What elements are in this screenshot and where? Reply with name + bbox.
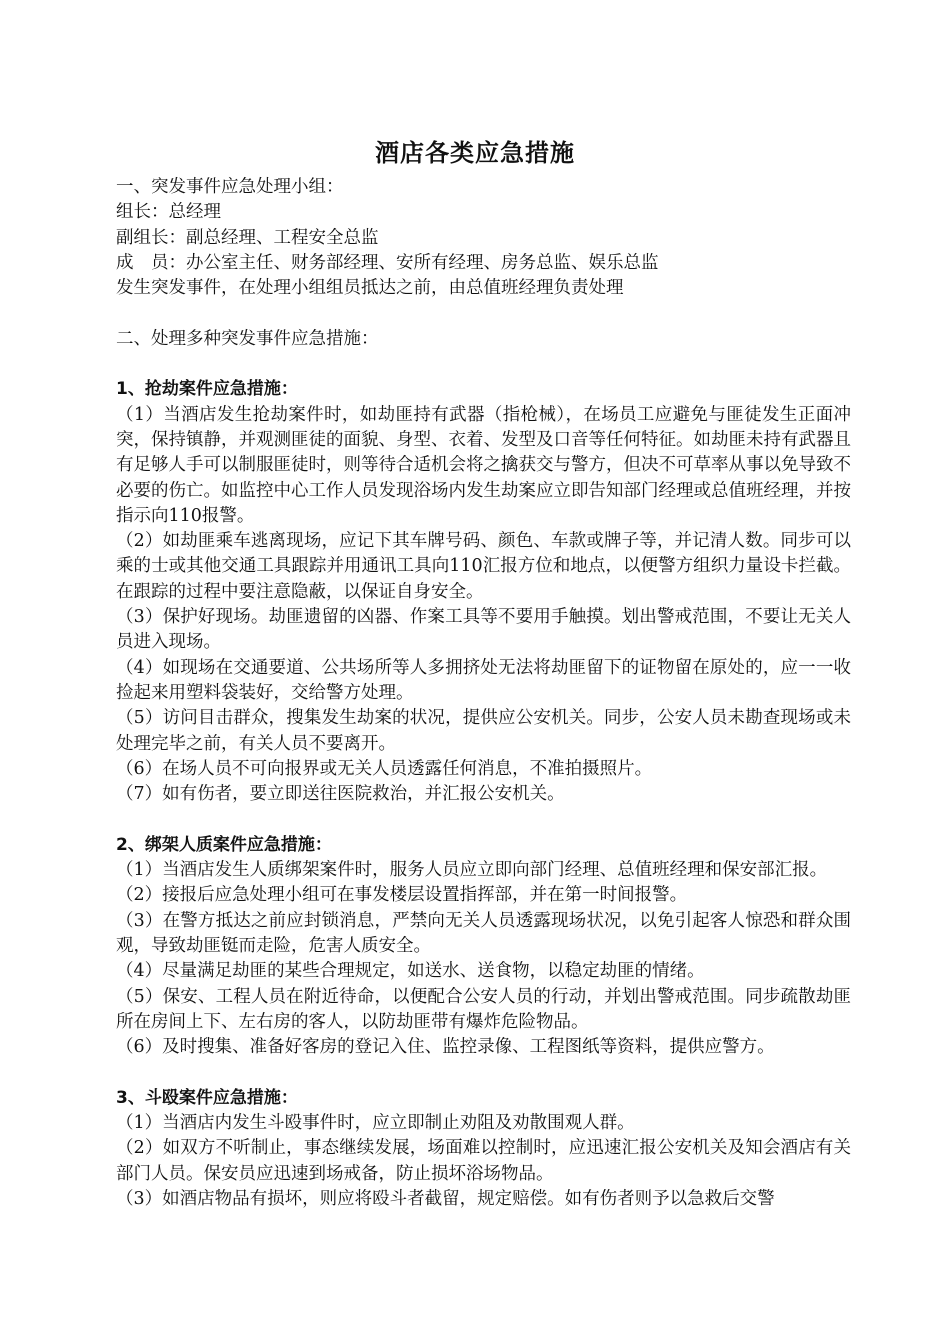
section-heading: 3、斗殴案件应急措施：	[116, 1087, 298, 1108]
spacer	[116, 352, 851, 377]
spacer	[116, 1060, 851, 1085]
section-heading: 2、绑架人质案件应急措施：	[116, 834, 332, 855]
part2-heading: 二、处理多种突发事件应急措施：	[116, 328, 379, 349]
section-item: （6）在场人员不可向报界或无关人员透露任何消息，不准拍摄照片。	[116, 758, 653, 779]
section-item: （1）当酒店发生人质绑架案件时，服务人员应立即向部门经理、总值班经理和保安部汇报。	[116, 860, 828, 881]
spacer	[116, 301, 851, 326]
section-item: （3）如酒店物品有损坏，则应将殴斗者截留，规定赔偿。如有伤者则予以急救后交警	[116, 1188, 775, 1209]
section-item: （2）如劫匪乘车逃离现场，应记下其车牌号码、颜色、车款或牌子等，并记清人数。同步可以乘的士或其他交通工具跟踪并用通讯工具向110汇报方位和地点，以便警方组织力量设卡拦截。在跟踪的过程中要注意隐蔽，以保证自身安全。	[116, 531, 851, 602]
section-item: （2）如双方不听制止，事态继续发展，场面难以控制时，应迅速汇报公安机关及知会酒店有关部门人员。保安员应迅速到场戒备，防止损坏浴场物品。	[116, 1138, 851, 1184]
section-item: （5）访问目击群众，搜集发生劫案的状况，提供应公安机关。同步，公安人员未勘查现场或未处理完毕之前，有关人员不要离开。	[116, 708, 851, 754]
section-item: （5）保安、工程人员在附近待命，以便配合公安人员的行动，并划出警戒范围。同步疏散劫匪所在房间上下、左右房的客人，以防劫匪带有爆炸危险物品。	[116, 986, 851, 1032]
section-item: （7）如有伤者，要立即送往医院救治，并汇报公安机关。	[116, 784, 565, 805]
group-members: 成 员：办公室主任、财务部经理、安所有经理、房务总监、娱乐总监	[116, 252, 659, 273]
intro-heading: 一、突发事件应急处理小组：	[116, 177, 344, 197]
section-item: （3）在警方抵达之前应封锁消息，严禁向无关人员透露现场状况，以免引起客人惊恐和群众围观，导致劫匪铤而走险，危害人质安全。	[116, 910, 851, 956]
section-item: （6）及时搜集、准备好客房的登记入住、监控录像、工程图纸等资料，提供应警方。	[116, 1037, 775, 1058]
group-note: 发生突发事件，在处理小组组员抵达之前，由总值班经理负责处理	[116, 278, 624, 299]
section-item: （1）当酒店内发生斗殴事件时，应立即制止劝阻及劝散围观人群。	[116, 1112, 635, 1133]
spacer	[116, 807, 851, 832]
section-item: （2）接报后应急处理小组可在事发楼层设置指挥部，并在第一时间报警。	[116, 885, 688, 906]
group-deputy: 副组长：副总经理、工程安全总监	[116, 227, 379, 248]
section-item: （4）如现场在交通要道、公共场所等人多拥挤处无法将劫匪留下的证物留在原处的，应一一收捡起来用塑料袋装好，交给警方处理。	[116, 657, 851, 703]
section-item: （4）尽量满足劫匪的某些合理规定，如送水、送食物，以稳定劫匪的情绪。	[116, 961, 705, 982]
section-item: （1）当酒店发生抢劫案件时，如劫匪持有武器（指枪械），在场员工应避免与匪徒发生正面冲突，保持镇静，并观测匪徒的面貌、身型、衣着、发型及口音等任何特征。如劫匪未持有武器且有足够人手可以制服匪徒时，则等待合适机会将之擒获交与警方，但决不可草率从事以免导致不必要的伤亡。如监控中心工作人员发现浴场内发生劫案应立即告知部门经理或总值班经理，并按指示向110报警。	[116, 404, 851, 526]
document-title: 酒店各类应急措施	[375, 138, 575, 167]
document-body	[116, 175, 851, 1212]
section-heading: 1、抢劫案件应急措施：	[116, 379, 298, 400]
section-item: （3）保护好现场。劫匪遗留的凶器、作案工具等不要用手触摸。划出警戒范围，不要让无关人员进入现场。	[116, 607, 851, 653]
group-leader: 组长：总经理	[116, 202, 221, 223]
